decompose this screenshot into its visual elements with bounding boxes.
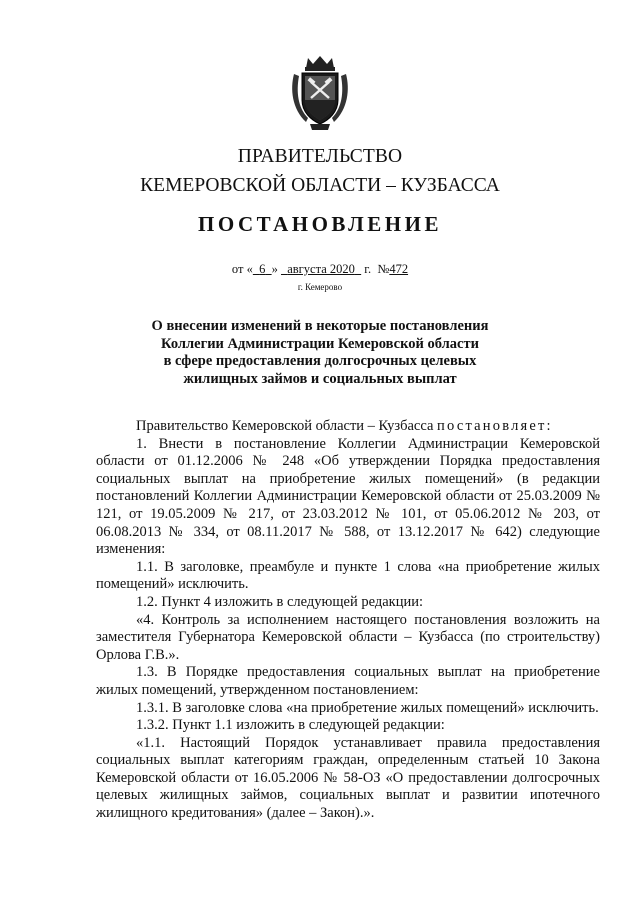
- document-body: [96, 418, 600, 823]
- title-line: в сфере предоставления долгосрочных целевых: [163, 353, 477, 369]
- date-day: 6: [259, 262, 266, 276]
- title-line: жилищных займов и социальных выплат: [183, 370, 457, 387]
- resolves-word: постановляет:: [437, 418, 553, 434]
- date-line: [0, 262, 640, 277]
- document-type: ПОСТАНОВЛЕНИЕ: [198, 212, 442, 236]
- date-prefix: от «: [231, 262, 253, 276]
- paragraph-1-3: 1.3. В Порядке предоставления социальных выплат на приобретение жилых помещений, утвержденном постановлением:: [96, 664, 600, 698]
- date-mid: »: [271, 262, 278, 276]
- document-number: 472: [389, 262, 409, 276]
- document-title: [140, 318, 500, 388]
- government-title-line-1: ПРАВИТЕЛЬСТВО: [237, 146, 403, 167]
- date-year-suffix: г.: [364, 262, 372, 276]
- title-line: Коллегии Администрации Кемеровской области: [161, 335, 479, 352]
- title-line: О внесении изменений в некоторые постановления: [151, 318, 489, 334]
- city: г. Кемерово: [297, 282, 343, 292]
- paragraph-quote-4: «4. Контроль за исполнением настоящего постановления возложить на заместителя Губернатора Кемеровской области – Кузбасса (по строительству) Орлова Г.В.».: [96, 611, 600, 663]
- government-title-line-2: КЕМЕРОВСКОЙ ОБЛАСТИ – КУЗБАССА: [140, 175, 500, 196]
- date-month-year: августа 2020: [287, 262, 355, 276]
- paragraph-1-3-2: 1.3.2. Пункт 1.1 изложить в следующей редакции:: [136, 717, 445, 734]
- paragraph-1: 1. Внести в постановление Коллегии Администрации Кемеровской области от 01.12.2006 № 248 «Об утверждении Порядка предоставления социальных выплат на приобретение жилых помещений» (в редакции постановлений Коллегии Администрации Кемеровской области от 25.03.2009 № 121, от 19.05.2009 № 217, от 23.03.2012 № 101, от 05.06.2012 № 203, от 06.08.2013 № 334, от 08.11.2017 № 588, от 13.12.2017 № 642) следующие изменения:: [96, 435, 600, 558]
- number-prefix: №: [377, 262, 390, 276]
- paragraph-1-3-1: 1.3.1. В заголовке слова «на приобретение жилых помещений» исключить.: [136, 699, 599, 716]
- paragraph-1-1: 1.1. В заголовке, преамбуле и пункте 1 слова «на приобретение жилых помещений» исключить.: [96, 558, 600, 593]
- intro-paragraph: Правительство Кемеровской области – Кузбасса постановляет:: [136, 418, 553, 434]
- coat-of-arms-icon: [288, 54, 352, 132]
- paragraph-quote-1-1: «1.1. Настоящий Порядок устанавливает правила предоставления социальных выплат категориям граждан, определенным статьей 10 Закона Кемеровской области от 16.05.2006 № 58-ОЗ «О предоставлении долгосрочных целевых жилищных займов, социальных выплат и развитии ипотечного жилищного кредитования» (далее – Закон).».: [96, 734, 600, 822]
- paragraph-1-2: 1.2. Пункт 4 изложить в следующей редакции:: [136, 593, 424, 610]
